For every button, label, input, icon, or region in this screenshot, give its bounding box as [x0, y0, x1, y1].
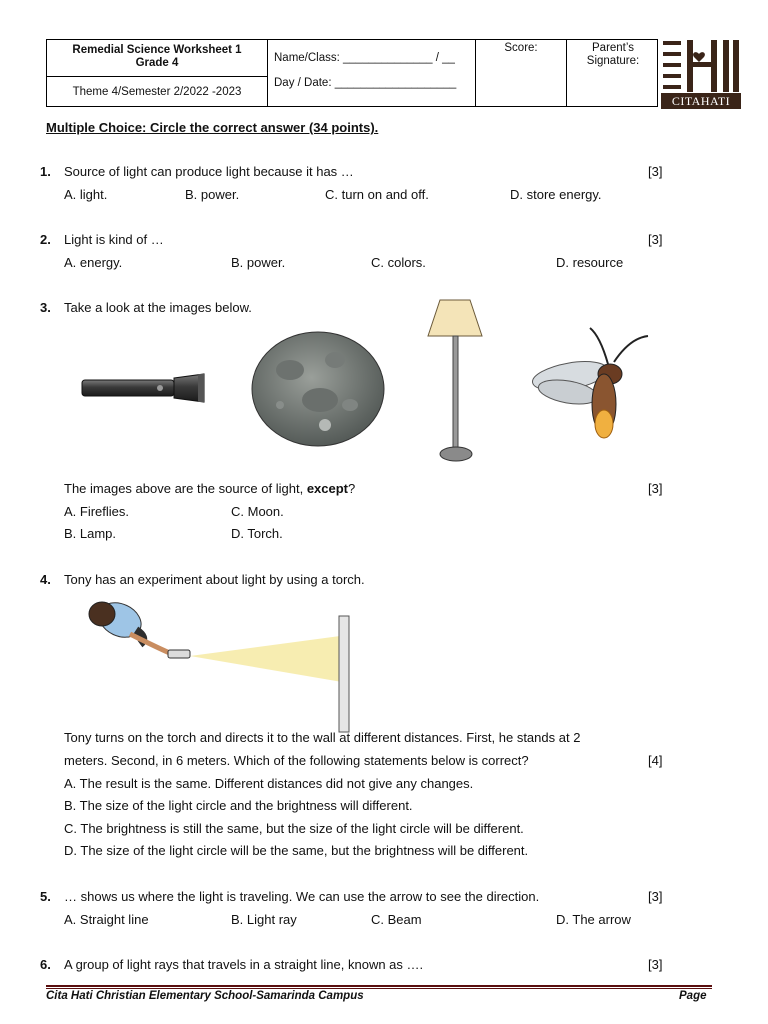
option-c[interactable]: C. colors. — [371, 255, 426, 270]
question-number: 2. — [40, 232, 51, 247]
option-d[interactable]: D. resource — [556, 255, 624, 270]
logo-text: CITAHATI — [661, 93, 741, 109]
question-body-line-1: Tony turns on the torch and directs it to the wall at different distances. First, he stands at 2 — [64, 730, 581, 745]
question-text: Tony has an experiment about light by using a torch. — [64, 572, 365, 587]
footer-school: Cita Hati Christian Elementary School-Samarinda Campus — [46, 990, 364, 1002]
option-d[interactable]: D. The size of the light circle will be the same, but the brightness will be different. — [64, 843, 529, 858]
option-b[interactable]: B. The size of the light circle and the brightness will different. — [64, 798, 413, 813]
worksheet-title: Remedial Science Worksheet 1 — [72, 44, 242, 56]
question-text: Source of light can produce light because it has … — [64, 164, 354, 179]
option-d[interactable]: D. Torch. — [231, 526, 283, 541]
question-number: 5. — [40, 889, 51, 904]
parent-signature-label-1: Parent’s — [592, 42, 634, 54]
option-d[interactable]: D. store energy. — [510, 187, 602, 202]
option-b[interactable]: B. Lamp. — [64, 526, 117, 541]
prompt-post: ? — [348, 481, 356, 496]
question-number: 6. — [40, 957, 51, 972]
points-label: [3] — [648, 481, 663, 496]
question-text: Take a look at the images below. — [64, 300, 252, 315]
name-class-field[interactable]: Name/Class: ______________ / __ — [274, 52, 455, 64]
points-label: [3] — [648, 889, 663, 904]
option-a[interactable]: A. The result is the same. Different distances did not give any changes. — [64, 776, 474, 791]
question-body-line-2: meters. Second, in 6 meters. Which of the following statements below is correct? — [64, 753, 529, 768]
footer-divider — [46, 985, 712, 987]
grade-label: Grade 4 — [135, 57, 179, 69]
option-b[interactable]: B. power. — [185, 187, 240, 202]
score-cell — [476, 40, 567, 106]
option-b[interactable]: B. Light ray — [231, 912, 297, 927]
parent-signature-label-2: Signature: — [586, 55, 640, 67]
moon-icon — [250, 330, 386, 448]
name-date-cell — [268, 40, 476, 106]
header-table — [46, 39, 658, 107]
prompt-pre: The images above are the source of light, — [64, 481, 307, 496]
theme-label: Theme 4/Semester 2/2022 -2023 — [72, 86, 242, 98]
question-text: … shows us where the light is traveling. We can use the arrow to see the direction. — [64, 889, 540, 904]
option-c[interactable]: C. The brightness is still the same, but the size of the light circle will be different. — [64, 821, 524, 836]
question-number: 3. — [40, 300, 51, 315]
instruction-heading: Multiple Choice: Circle the correct answer (34 points). — [46, 120, 379, 135]
option-b[interactable]: B. power. — [231, 255, 286, 270]
question-text: A group of light rays that travels in a straight line, known as …. — [64, 957, 424, 972]
option-c[interactable]: C. Beam — [371, 912, 422, 927]
footer-page: Page — [679, 990, 707, 1002]
torch-icon — [80, 372, 206, 404]
points-label: [3] — [648, 164, 663, 179]
option-a[interactable]: A. Fireflies. — [64, 504, 130, 519]
parent-signature-cell — [567, 40, 659, 106]
option-d[interactable]: D. The arrow — [556, 912, 631, 927]
firefly-icon — [530, 326, 654, 444]
footer-divider-thin — [46, 988, 712, 989]
points-label: [4] — [648, 753, 663, 768]
torch-experiment-illustration — [80, 590, 355, 735]
question-number: 1. — [40, 164, 51, 179]
question-prompt — [64, 481, 355, 496]
question-number: 4. — [40, 572, 51, 587]
score-label: Score: — [504, 42, 538, 54]
option-a[interactable]: A. light. — [64, 187, 108, 202]
prompt-emphasis: except — [306, 481, 349, 496]
question-text: Light is kind of … — [64, 232, 164, 247]
option-c[interactable]: C. Moon. — [231, 504, 284, 519]
title-cell — [47, 40, 268, 106]
option-a[interactable]: A. energy. — [64, 255, 123, 270]
title-block — [47, 40, 267, 77]
day-date-field[interactable]: Day / Date: ___________________ — [274, 77, 457, 89]
floor-lamp-icon — [426, 298, 486, 464]
option-a[interactable]: A. Straight line — [64, 912, 149, 927]
points-label: [3] — [648, 232, 663, 247]
points-label: [3] — [648, 957, 663, 972]
option-c[interactable]: C. turn on and off. — [325, 187, 429, 202]
